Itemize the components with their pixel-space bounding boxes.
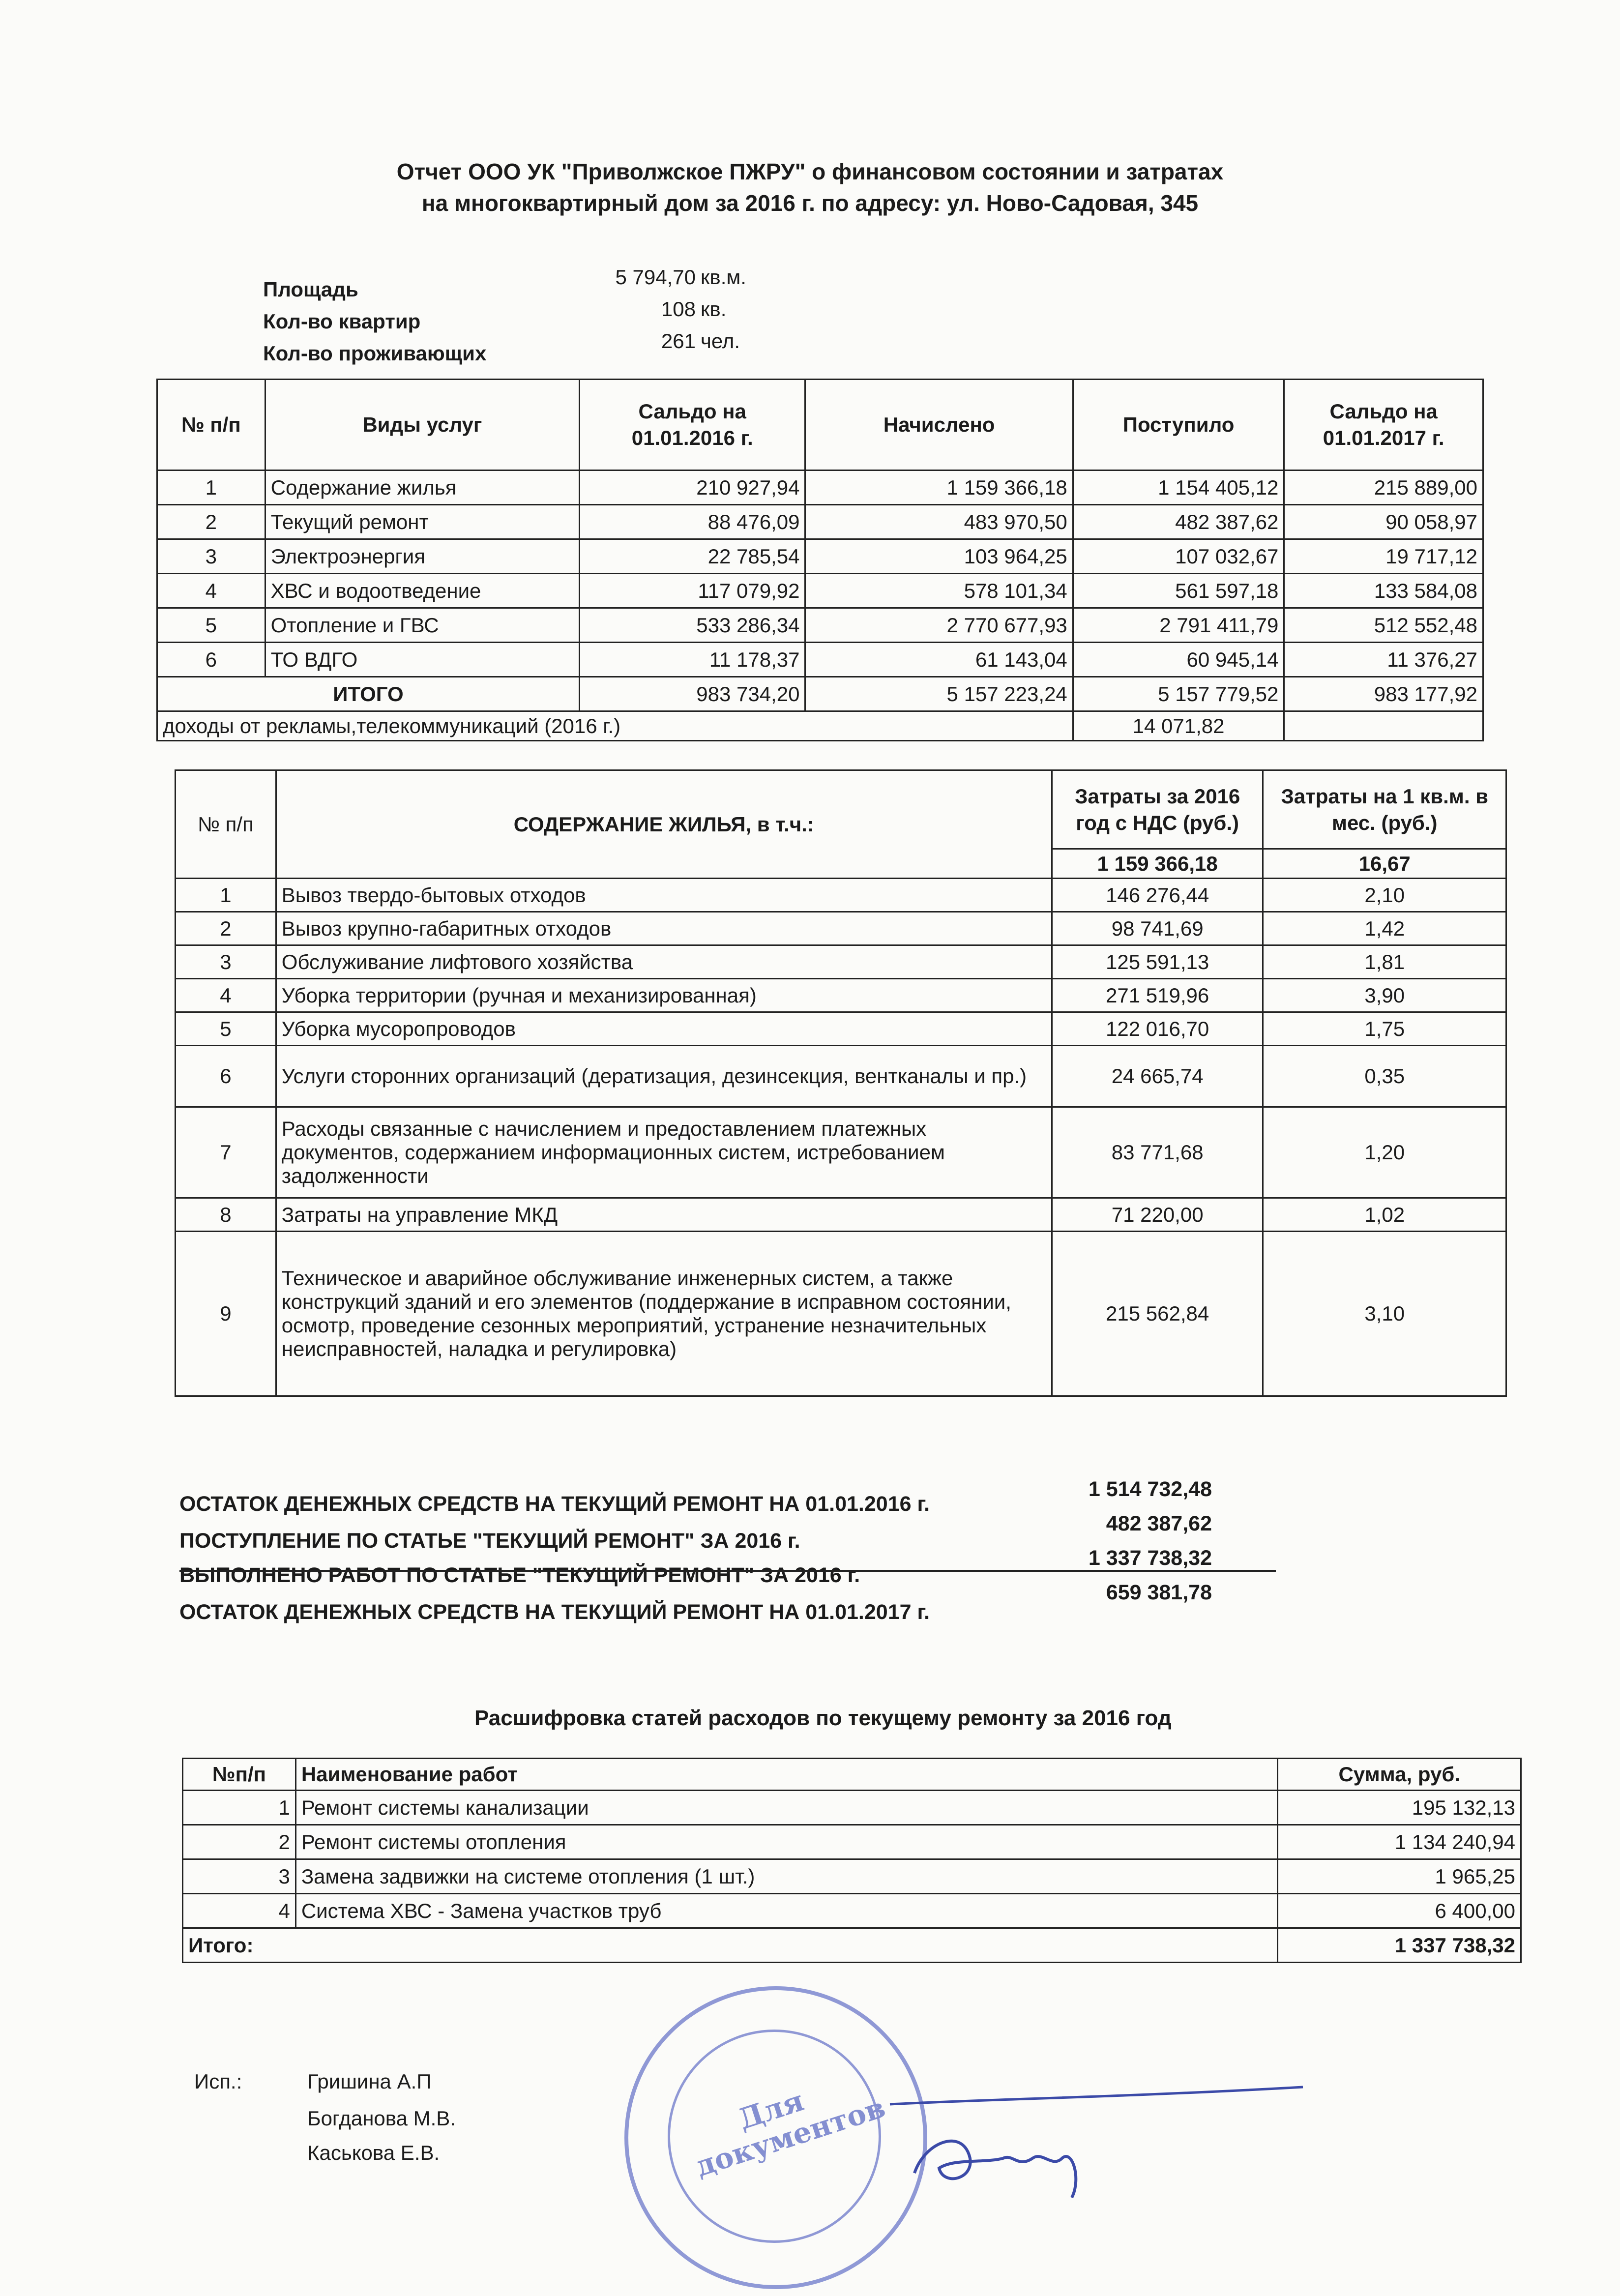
work-name: Ремонт системы отопления xyxy=(295,1825,1278,1859)
cost-value: 146 276,44 xyxy=(1052,879,1263,912)
table-row xyxy=(157,643,1483,677)
row-number: 5 xyxy=(157,608,265,643)
cost-item-name: Затраты на управление МКД xyxy=(276,1198,1052,1232)
company-stamp xyxy=(624,1986,927,2289)
summary-label-4: ОСТАТОК ДЕНЕЖНЫХ СРЕДСТВ НА ТЕКУЩИЙ РЕМОНТ НА 01.01.2017 г. xyxy=(179,1600,930,1624)
info-residents-unit: чел. xyxy=(701,329,740,353)
table-row xyxy=(183,1894,1521,1928)
row-number: 3 xyxy=(183,1859,296,1894)
col-header-cost-2016: Затраты за 2016 год с НДС (руб.) xyxy=(1052,770,1263,849)
info-area-label: Площадь xyxy=(263,278,358,301)
cost-per-m2: 1,20 xyxy=(1263,1107,1506,1198)
total-cost-per-m2: 16,67 xyxy=(1263,849,1506,879)
total-received: 5 157 779,52 xyxy=(1073,677,1284,711)
info-flats-label: Кол-во квартир xyxy=(263,310,421,333)
cost-item-name: Услуги сторонних организаций (дератизация, дезинсекция, вентканалы и пр.) xyxy=(276,1046,1052,1107)
service-name: ТО ВДГО xyxy=(265,643,579,677)
received: 60 945,14 xyxy=(1073,643,1284,677)
cost-per-m2: 1,02 xyxy=(1263,1198,1506,1232)
table-row xyxy=(157,539,1483,574)
cost-per-m2: 1,81 xyxy=(1263,945,1506,979)
balance-2016: 210 927,94 xyxy=(579,471,805,505)
balance-2016: 533 286,34 xyxy=(579,608,805,643)
balance-2017: 133 584,08 xyxy=(1284,574,1483,608)
received: 107 032,67 xyxy=(1073,539,1284,574)
table-row xyxy=(176,1107,1506,1198)
cost-item-name: Техническое и аварийное обслуживание инженерных систем, а также конструкций зданий и его элементов (поддержание в исправном состоянии, осмотр, проведение сезонных мероприятий, устранение незначительных неисправностей, наладка и регулировка) xyxy=(276,1232,1052,1396)
ads-label: доходы от рекламы,телекоммуникаций (2016 г.) xyxy=(157,711,1073,741)
total-balance-2017: 983 177,92 xyxy=(1284,677,1483,711)
received: 561 597,18 xyxy=(1073,574,1284,608)
table-row xyxy=(176,879,1506,912)
summary-label-2: ПОСТУПЛЕНИЕ ПО СТАТЬЕ "ТЕКУЩИЙ РЕМОНТ" ЗА 2016 г. xyxy=(179,1529,800,1553)
service-name: Электроэнергия xyxy=(265,539,579,574)
cost-item-name: Обслуживание лифтового хозяйства xyxy=(276,945,1052,979)
cost-per-m2: 1,75 xyxy=(1263,1012,1506,1046)
row-number: 2 xyxy=(183,1825,296,1859)
table-row xyxy=(157,574,1483,608)
cost-per-m2: 2,10 xyxy=(1263,879,1506,912)
charged: 483 970,50 xyxy=(805,505,1073,539)
row-number: 9 xyxy=(176,1232,276,1396)
col-header-work-name: Наименование работ xyxy=(295,1759,1278,1791)
cost-per-m2: 3,90 xyxy=(1263,979,1506,1012)
repair-breakdown-table xyxy=(182,1758,1522,1963)
table-row xyxy=(157,608,1483,643)
summary-label-1: ОСТАТОК ДЕНЕЖНЫХ СРЕДСТВ НА ТЕКУЩИЙ РЕМОНТ НА 01.01.2016 г. xyxy=(179,1492,930,1516)
balance-2016: 88 476,09 xyxy=(579,505,805,539)
received: 2 791 411,79 xyxy=(1073,608,1284,643)
row-number: 2 xyxy=(176,912,276,945)
info-flats-value: 108 xyxy=(661,297,696,321)
repair-breakdown-title: Расшифровка статей расходов по текущему ремонту за 2016 год xyxy=(474,1706,1172,1730)
summary-divider xyxy=(179,1570,1276,1572)
info-residents-label: Кол-во проживающих xyxy=(263,342,487,365)
work-name: Замена задвижки на системе отопления (1 шт.) xyxy=(295,1859,1278,1894)
cost-item-name: Уборка мусоропроводов xyxy=(276,1012,1052,1046)
total-balance-2016: 983 734,20 xyxy=(579,677,805,711)
table-row xyxy=(183,1825,1521,1859)
summary-label-3: ВЫПОЛНЕНО РАБОТ ПО СТАТЬЕ "ТЕКУЩИЙ РЕМОНТ" ЗА 2016 г. xyxy=(179,1563,860,1587)
col-header-maintenance: СОДЕРЖАНИЕ ЖИЛЬЯ, в т.ч.: xyxy=(276,770,1052,879)
total-charged: 5 157 223,24 xyxy=(805,677,1073,711)
table-row xyxy=(176,1232,1506,1396)
table-row xyxy=(157,505,1483,539)
row-number: 8 xyxy=(176,1198,276,1232)
row-number: 1 xyxy=(176,879,276,912)
summary-value-4: 659 381,78 xyxy=(1106,1581,1212,1604)
table-row xyxy=(157,471,1483,505)
cost-value: 122 016,70 xyxy=(1052,1012,1263,1046)
received: 1 154 405,12 xyxy=(1073,471,1284,505)
work-sum: 195 132,13 xyxy=(1278,1791,1521,1825)
ads-row xyxy=(157,711,1483,741)
table-row xyxy=(176,945,1506,979)
balance-table xyxy=(156,379,1484,741)
cost-value: 71 220,00 xyxy=(1052,1198,1263,1232)
table-row xyxy=(176,1046,1506,1107)
cost-item-name: Вывоз крупно-габаритных отходов xyxy=(276,912,1052,945)
col-header-number: № п/п xyxy=(157,380,265,471)
table-row xyxy=(183,1791,1521,1825)
total-row xyxy=(183,1928,1521,1963)
report-title-line1: Отчет ООО УК "Приволжское ПЖРУ" о финансовом состоянии и затратах xyxy=(396,159,1224,184)
info-area-unit: кв.м. xyxy=(701,265,746,289)
stamp-center-text: Для документов xyxy=(691,2084,889,2183)
executor-name-3: Каськова Е.В. xyxy=(307,2141,440,2164)
col-header-balance-2016: Сальдо на 01.01.2016 г. xyxy=(579,380,805,471)
balance-2017: 512 552,48 xyxy=(1284,608,1483,643)
handwritten-signature xyxy=(885,2085,1327,2212)
col-header-services: Виды услуг xyxy=(265,380,579,471)
cost-per-m2: 1,42 xyxy=(1263,912,1506,945)
col-header-cost-per-m2: Затраты на 1 кв.м. в мес. (руб.) xyxy=(1263,770,1506,849)
executor-name-2: Богданова М.В. xyxy=(307,2107,456,2130)
summary-value-1: 1 514 732,48 xyxy=(1088,1477,1212,1501)
col-header-charged: Начислено xyxy=(805,380,1073,471)
row-number: 3 xyxy=(176,945,276,979)
row-number: 4 xyxy=(183,1894,296,1928)
row-number: 1 xyxy=(157,471,265,505)
total-label: ИТОГО xyxy=(157,677,580,711)
cost-item-name: Расходы связанные с начислением и предоставлением платежных документов, содержанием информационных систем, истребованием задолженности xyxy=(276,1107,1052,1198)
ads-value: 14 071,82 xyxy=(1073,711,1284,741)
executor-name-1: Гришина А.П xyxy=(307,2070,432,2093)
total-row xyxy=(157,677,1483,711)
maintenance-costs-table xyxy=(175,769,1507,1397)
col-header-number: №п/п xyxy=(183,1759,296,1791)
balance-2017: 11 376,27 xyxy=(1284,643,1483,677)
table-row xyxy=(183,1859,1521,1894)
col-header-received: Поступило xyxy=(1073,380,1284,471)
balance-2017: 90 058,97 xyxy=(1284,505,1483,539)
row-number: 4 xyxy=(157,574,265,608)
info-area-value: 5 794,70 xyxy=(615,265,696,289)
col-header-sum: Сумма, руб. xyxy=(1278,1759,1521,1791)
charged: 578 101,34 xyxy=(805,574,1073,608)
cost-value: 271 519,96 xyxy=(1052,979,1263,1012)
table-row xyxy=(176,912,1506,945)
cost-value: 83 771,68 xyxy=(1052,1107,1263,1198)
cost-item-name: Уборка территории (ручная и механизированная) xyxy=(276,979,1052,1012)
row-number: 2 xyxy=(157,505,265,539)
table-row xyxy=(176,1198,1506,1232)
charged: 61 143,04 xyxy=(805,643,1073,677)
table-row xyxy=(176,979,1506,1012)
row-number: 7 xyxy=(176,1107,276,1198)
total-sum: 1 337 738,32 xyxy=(1278,1928,1521,1963)
work-sum: 1 965,25 xyxy=(1278,1859,1521,1894)
cost-value: 24 665,74 xyxy=(1052,1046,1263,1107)
table-row xyxy=(176,1012,1506,1046)
service-name: ХВС и водоотведение xyxy=(265,574,579,608)
cost-per-m2: 3,10 xyxy=(1263,1232,1506,1396)
executor-label: Исп.: xyxy=(194,2070,242,2093)
summary-value-2: 482 387,62 xyxy=(1106,1512,1212,1535)
work-name: Система ХВС - Замена участков труб xyxy=(295,1894,1278,1928)
charged: 2 770 677,93 xyxy=(805,608,1073,643)
balance-2016: 117 079,92 xyxy=(579,574,805,608)
work-sum: 6 400,00 xyxy=(1278,1894,1521,1928)
cost-value: 125 591,13 xyxy=(1052,945,1263,979)
report-title-line2: на многоквартирный дом за 2016 г. по адресу: ул. Ново-Садовая, 345 xyxy=(421,190,1199,216)
received: 482 387,62 xyxy=(1073,505,1284,539)
cost-item-name: Вывоз твердо-бытовых отходов xyxy=(276,879,1052,912)
work-name: Ремонт системы канализации xyxy=(295,1791,1278,1825)
balance-2016: 11 178,37 xyxy=(579,643,805,677)
col-header-number: № п/п xyxy=(176,770,276,879)
row-number: 6 xyxy=(176,1046,276,1107)
info-flats-unit: кв. xyxy=(701,297,727,321)
col-header-balance-2017: Сальдо на 01.01.2017 г. xyxy=(1284,380,1483,471)
row-number: 5 xyxy=(176,1012,276,1046)
row-number: 6 xyxy=(157,643,265,677)
charged: 103 964,25 xyxy=(805,539,1073,574)
balance-2017: 19 717,12 xyxy=(1284,539,1483,574)
service-name: Содержание жилья xyxy=(265,471,579,505)
service-name: Текущий ремонт xyxy=(265,505,579,539)
info-residents-value: 261 xyxy=(661,329,696,353)
row-number: 1 xyxy=(183,1791,296,1825)
cost-per-m2: 0,35 xyxy=(1263,1046,1506,1107)
cost-value: 98 741,69 xyxy=(1052,912,1263,945)
total-cost: 1 159 366,18 xyxy=(1052,849,1263,879)
cost-value: 215 562,84 xyxy=(1052,1232,1263,1396)
charged: 1 159 366,18 xyxy=(805,471,1073,505)
service-name: Отопление и ГВС xyxy=(265,608,579,643)
summary-value-3: 1 337 738,32 xyxy=(1088,1546,1212,1570)
row-number: 3 xyxy=(157,539,265,574)
row-number: 4 xyxy=(176,979,276,1012)
work-sum: 1 134 240,94 xyxy=(1278,1825,1521,1859)
balance-2016: 22 785,54 xyxy=(579,539,805,574)
total-label: Итого: xyxy=(183,1928,1278,1963)
balance-2017: 215 889,00 xyxy=(1284,471,1483,505)
